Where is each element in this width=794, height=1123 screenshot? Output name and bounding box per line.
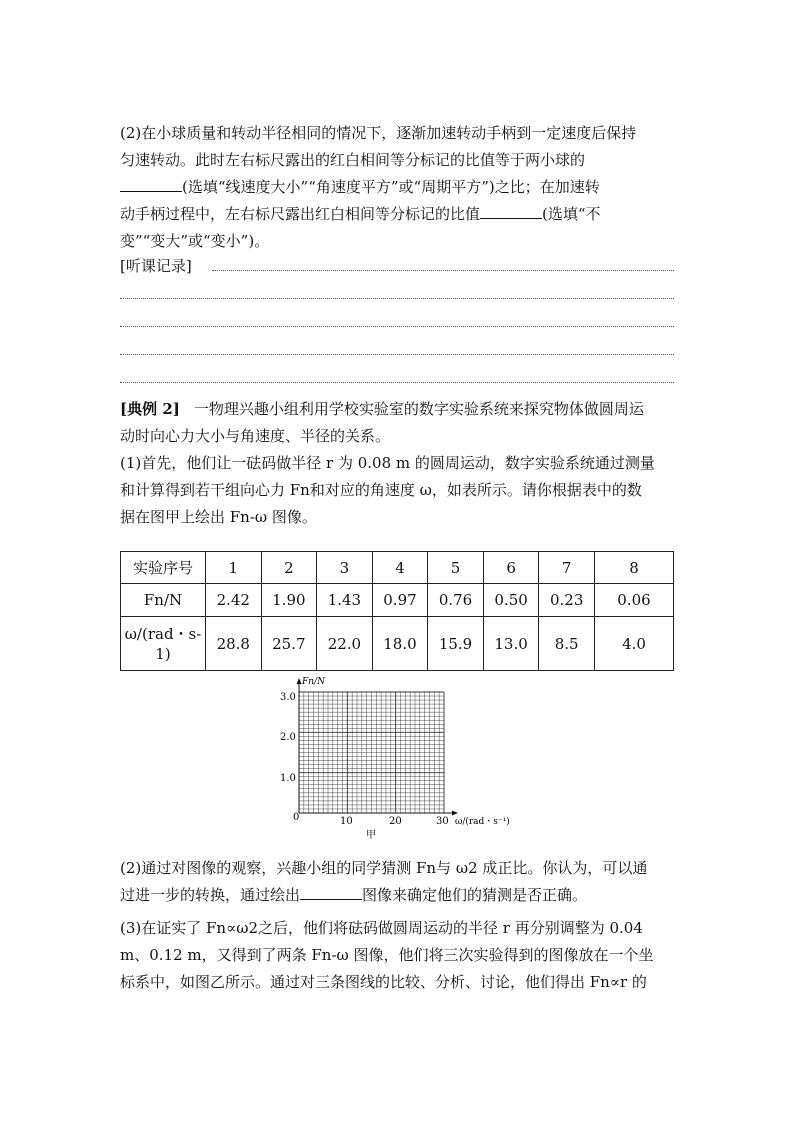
example-2-q3-line-3: 标系中，如图乙所示。通过对三条图线的比较、分析、讨论，他们得出 Fn∝r 的 [120,973,647,991]
table-row-fn [121,584,674,617]
graph-jia [270,672,520,840]
graph-y-tick: 2.0 [280,732,296,743]
table-omega-label: ω/(rad・s- 1) [121,617,206,671]
answer-blank-1[interactable] [120,175,182,192]
table-fn-cell: 0.50 [483,584,539,617]
graph-caption: 甲 [366,830,376,840]
example-2-tag: [典例 2] [120,400,180,418]
table-omega-cell: 22.0 [317,617,373,671]
table-fn-cell: 1.43 [317,584,373,617]
graph-origin-label: 0 [293,812,300,823]
notes-line-3[interactable] [120,326,674,327]
x-axis-arrow-icon [452,811,458,816]
example-2-p1-line-1: (1)首先，他们让一砝码做半径 r 为 0.08 m 的圆周运动，数字实验系统通过测量 [120,454,655,472]
table-fn-cell: 2.42 [206,584,262,617]
table-index-cell: 3 [317,552,373,584]
notes-label: [听课记录] [120,257,192,275]
table-fn-cell: 0.97 [372,584,428,617]
table-index-cell: 2 [261,552,317,584]
q2-line-3: (选填“线速度大小”“角速度平方”或“周期平方”)之比；在加速转 [120,174,676,201]
q2-line-5: 变”“变大”或“变小”)。 [120,232,270,250]
table-omega-cell: 25.7 [261,617,317,671]
graph-x-tick: 10 [340,816,353,827]
graph-y-label: Fn/N [302,677,325,687]
example-2-p1-line-3: 据在图甲上绘出 Fn-ω 图像。 [120,508,317,526]
table-index-cell: 8 [595,552,674,584]
table-omega-cell: 18.0 [372,617,428,671]
table-index-cell: 4 [372,552,428,584]
example-2-q3-line-1: (3)在证实了 Fn∝ω2之后，他们将砝码做圆周运动的半径 r 再分别调整为 0.04 [120,919,643,937]
graph-grid [299,692,444,813]
table-fn-cell: 0.06 [595,584,674,617]
example-2-text [120,396,676,531]
question-2-text [120,120,676,255]
example-2-q2-line-2: 过进一步的转换，通过绘出 图像来确定他们的猜测是否正确。 [120,882,676,909]
answer-blank-2[interactable] [480,202,542,219]
table-omega-cell: 28.8 [206,617,262,671]
table-row-omega [121,617,674,671]
graph-y-tick: 3.0 [280,692,296,703]
table-omega-cell: 4.0 [595,617,674,671]
example-2-q2-line-1: (2)通过对图像的观察，兴趣小组的同学猜测 Fn与 ω2 成正比。你认为，可以通 [120,859,648,877]
y-axis-arrow-icon [297,678,302,684]
example-2-p1-line-2: 和计算得到若干组向心力 Fn和对应的角速度 ω，如表所示。请你根据表中的数 [120,481,642,499]
table-index-cell: 7 [539,552,595,584]
table-index-cell: 1 [206,552,262,584]
table-omega-cell: 13.0 [483,617,539,671]
table-omega-cell: 15.9 [428,617,484,671]
notes-line-2[interactable] [120,298,674,299]
q2-line-2: 匀速转动。此时左右标尺露出的红白相间等分标记的比值等于两小球的 [120,151,586,169]
example-2-line-2: 动时向心力大小与角速度、半径的关系。 [120,427,391,445]
data-table [120,551,674,671]
q2-line-4: 动手柄过程中，左右标尺露出红白相间等分标记的比值 (选填“不 [120,201,676,228]
table-index-cell: 6 [483,552,539,584]
graph-y-tick: 1.0 [280,773,296,784]
graph-x-tick: 20 [389,816,402,827]
table-fn-cell: 0.23 [539,584,595,617]
example-2-line-1: [典例 2] 一物理兴趣小组利用学校实验室的数字实验系统来探究物体做圆周运 [120,400,644,418]
example-2-q3-line-2: m、0.12 m，又得到了两条 Fn-ω 图像，他们将三次实验得到的图像放在一个坐 [120,946,654,964]
example-2-q2-text [120,855,676,909]
answer-blank-3[interactable] [300,883,362,900]
table-row-index [121,552,674,584]
table-header-label: 实验序号 [121,552,206,584]
notes-line-1[interactable] [212,270,674,271]
graph-x-label: ω/(rad・s⁻¹) [455,817,510,827]
graph-x-tick: 30 [436,816,449,827]
table-fn-label: Fn/N [121,584,206,617]
notes-line-4[interactable] [120,354,674,355]
table-fn-cell: 1.90 [261,584,317,617]
table-fn-cell: 0.76 [428,584,484,617]
table-omega-cell: 8.5 [539,617,595,671]
graph-axes [297,678,459,816]
notes-line-5[interactable] [120,382,674,383]
table-index-cell: 5 [428,552,484,584]
q2-line-1: (2)在小球质量和转动半径相同的情况下，逐渐加速转动手柄到一定速度后保持 [120,124,637,142]
example-2-q3-text [120,915,676,996]
